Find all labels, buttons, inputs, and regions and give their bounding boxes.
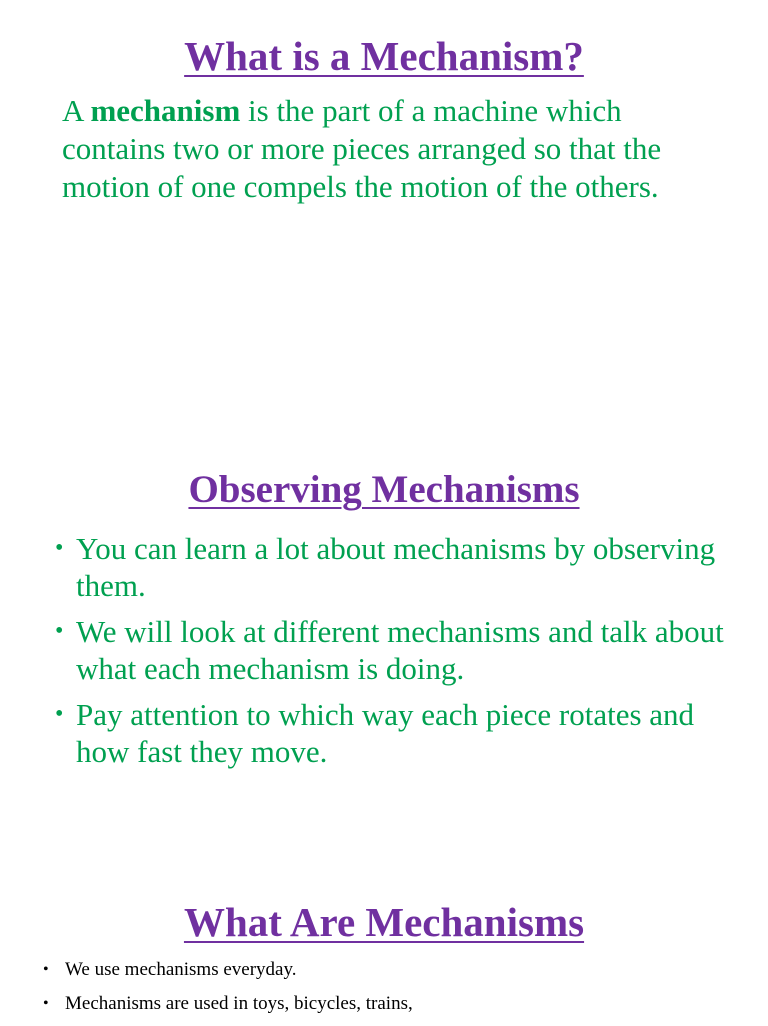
- list-item-text: Mechanisms are used in toys, bicycles, trains,: [65, 993, 413, 1014]
- list-item: [0, 958, 740, 982]
- definition-prefix: A: [62, 93, 91, 128]
- slide-title: What is a Mechanism?: [184, 33, 584, 79]
- list-item-text: Pay attention to which way each piece rotates and how fast they move.: [76, 697, 695, 769]
- bullet-icon: •: [55, 535, 64, 561]
- list-item: [0, 613, 730, 687]
- definition-text: [62, 92, 722, 206]
- list-item: [0, 992, 740, 1016]
- list-item-text: We will look at different mechanisms and talk about what each mechanism is doing.: [76, 614, 724, 686]
- definition-rest: is the part of a machine which contains two or more pieces arranged so that the motion of one compels the motion of the others.: [62, 93, 662, 204]
- bullet-list: [0, 958, 740, 1026]
- list-item-text: You can learn a lot about mechanisms by observing them.: [76, 531, 716, 603]
- slide-observing-mechanisms: [0, 430, 768, 870]
- slide-title: Observing Mechanisms: [188, 468, 580, 511]
- list-item: [0, 696, 730, 770]
- bullet-icon: •: [43, 961, 49, 978]
- list-item-text: We use mechanisms everyday.: [65, 959, 297, 980]
- list-item: [0, 530, 730, 604]
- slide-what-are-mechanisms: [0, 870, 768, 1024]
- bullet-icon: •: [43, 995, 49, 1012]
- bullet-list: [0, 530, 730, 779]
- bullet-icon: •: [55, 701, 64, 727]
- bullet-icon: •: [55, 618, 64, 644]
- definition-term: mechanism: [90, 93, 241, 128]
- slide-title: What Are Mechanisms: [183, 899, 585, 945]
- slide-what-is-a-mechanism: [0, 0, 768, 430]
